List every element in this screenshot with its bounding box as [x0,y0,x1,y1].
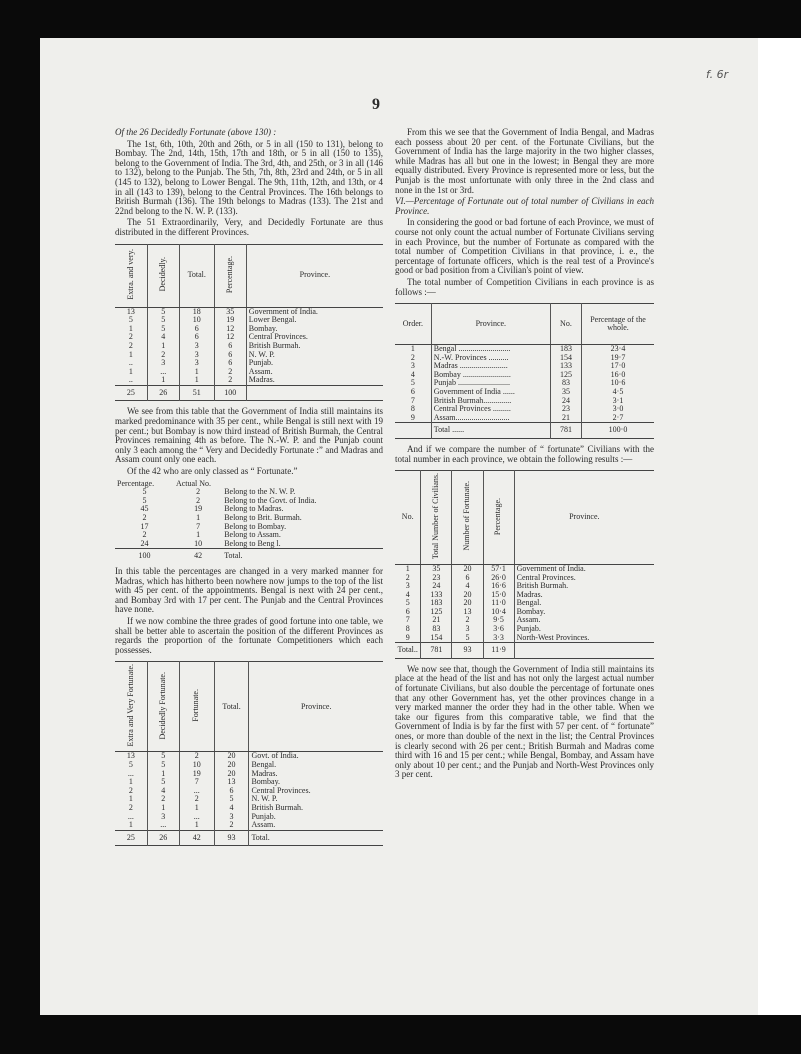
table-cell: 5 [115,316,147,325]
table-row [395,414,654,423]
table-cell: 3·1 [612,395,624,405]
table-cell: 125 [550,371,581,380]
table-cell: 51 [179,385,214,401]
table-cell: 24 [550,397,581,406]
table-cell: Assam........................... [431,414,550,423]
table-row [395,634,654,643]
column-header: No. [550,304,581,345]
table-cell: 42 [174,549,222,564]
table-cell: 781 [421,643,452,659]
table-cell: 57·1 [483,564,514,573]
table-cell: Govt. of India. [251,751,299,761]
table-total-row [395,423,654,439]
table-cell: Belong to Bombay. [224,521,287,531]
column-header: Province. [431,304,550,345]
table-cell: British Burmah. [248,340,301,350]
column-header: Order. [395,304,431,345]
section-heading-vi: VI.—Percentage of Fortunate out of total number of Civilians in each Province. [395,196,654,216]
table-cell: Total. [222,549,383,564]
table-cell [395,423,431,439]
table-cell: 1 [147,376,179,385]
table-cell: 5 [147,316,179,325]
table-cell: 1 [196,513,201,522]
table-cell: 4 [395,591,421,600]
table-cell: 17·0 [610,361,626,371]
table-cell: 133 [421,591,452,600]
column-header: Decidedly Fortunate. [147,662,179,752]
table-cell: Belong to Brit. Burmah. [224,513,302,522]
table-cell: 5 [452,634,483,643]
column-header: Total. [179,244,214,307]
table-cell: 2 [395,354,431,363]
table-cell: British Burmah. [251,802,304,812]
paragraph: We see from this table that the Government of India still maintains its marked predominance with 35 per cent., while Bengal is still next with 19 per cent.; but Bombay is now third instead of British Burmah, the Central Provinces remaining 4th as before. The N.-W. P. and the Punjab count only 3 each among the “ Very and Decidedly Fortunate :” and Madras and Assam count only one each. [115,406,383,465]
column-header: No. [395,471,421,565]
column-header: Province. [514,471,654,565]
table-cell: 13 [452,608,483,617]
table-cell: Government of India ...... [431,388,550,397]
paragraph: We now see that, though the Government of India still maintains its place at the head of the list and has not only the largest actual number of fortunate Civilians, but also double the percentage of fortunate ones that any other Government has, yet the other provinces change in a very marked manner the order they had in the other table. When we take our figures from this comparative table, we find that the Government of India is by far the first with 57 per cent. of “ fortunate” ones, or more than double of the next in the list; the Central Provinces is clearly second with 26 per cent.; British Burmah and Madras come third with 16 and 15 per cent.; while Bengal, Bombay, and Assam have only about 10 per cent.; and the Punjab and North-West Provinces only 3 per cent. [395,663,654,780]
table-cell [514,643,654,659]
table-cell: Punjab. [248,358,274,368]
table-cell: 9 [395,634,421,643]
table-cell: 1 [147,804,179,813]
table-cell: 35 [550,388,581,397]
table-cell: 1 [115,778,147,787]
table-cell: 21 [421,616,452,625]
table-cell: 2 [214,821,249,830]
table-cell: Belong to the Govt. of India. [224,495,317,505]
table-cell: 26 [147,385,179,401]
column-header: Percentage. [117,478,155,488]
table-cell: 8 [395,405,431,414]
table-cell: Madras ........................ [431,362,550,371]
table-cell: 26 [147,830,179,846]
table-cell: 2 [115,804,147,813]
paragraph: In considering the good or bad fortune of each Province, we must of course not only count the actual number of Fortunate Civilians serving in each Province, but the number of Fortunate as compared with the total number of Competition Civilians in that province, i. e., the percentage of fortunate officers, which is the real test of a Province's good or bad position from a Civilian's point of view. [395,217,654,276]
table-cell: 20 [214,752,249,761]
table-cell: 3·3 [483,634,514,643]
table-cell: Government of India. [248,306,318,316]
table-cell: N. W. P. [251,794,278,804]
table-cell: 3 [179,342,214,351]
table-cell: Punjab. [251,811,276,821]
table-cell: 24 [140,538,149,548]
table-cell: 16·0 [610,369,626,379]
folio-annotation: f. 6r [706,68,729,81]
table-cell: 1 [179,821,214,830]
table-body [115,752,383,846]
table-total-row [115,549,383,564]
table-cell: 6 [214,342,246,351]
table-cell: Bengal .......................... [431,345,550,354]
table-cell: 19 [194,504,203,514]
table-cell: 10 [179,761,214,770]
column-header: Total. [214,662,249,752]
table-cell: 1 [395,345,431,354]
table-row [115,787,383,796]
column-header: Percentage. [483,471,514,565]
table-cell: 154 [421,634,452,643]
table-cell: 6 [395,388,431,397]
table-cell: 4 [214,804,249,813]
table-cell: 25 [115,385,147,401]
table-cell: 2 [115,342,147,351]
table-cell: ... [147,821,179,830]
table-row [115,804,383,813]
table-cell: 100 [214,385,246,401]
right-column [395,128,654,782]
table-cell: 4·5 [612,387,624,397]
column-header: Province. [249,662,383,752]
percentage-fortunate-table [395,470,654,659]
column-header: Total Number of Civilians. [421,471,452,565]
table-total-row [115,385,383,401]
table-cell: 3·6 [483,625,514,634]
table-cell: .. [115,359,147,368]
table-cell: 20 [452,564,483,573]
table-cell: 133 [550,362,581,371]
table-cell: 2 [142,513,147,522]
table-cell: British Burmah. [516,581,569,591]
table-cell: 4 [147,333,179,342]
table-cell: 7 [395,397,431,406]
table-cell: 2 [115,333,147,342]
table-cell: 5 [214,795,249,804]
table-cell: 1 [147,770,179,779]
table-cell: 24 [421,582,452,591]
table-cell: 1 [179,368,214,377]
table-cell: 16·6 [483,582,514,591]
paragraph: The 1st, 6th, 10th, 20th and 26th, or 5 in all (150 to 131), belong to Bombay. The 2nd, 14th, 15th, 17th and 18th, or 5 in all (150 to 135), belong to the Government of India. The 3rd, 4th, and 25th, or 3 in all (146 to 132), belong to the Punjab. The 5th, 7th, 8th, 23rd and 24th, or 5 in all (145 to 132), belong to Lower Bengal. The 9th, 11th, 12th, and 13th, or 4 in all (143 to 139), belong to the Central Provinces. The 16th belongs to British Burmah (136). The 19th belongs to Madras (133). The 21st and 22nd belong to the N. W. P. (133). [115,138,383,216]
table-cell: 5 [395,599,421,608]
table-cell: 6 [395,608,421,617]
table-cell: 1 [115,795,147,804]
paragraph: Of the 42 who are only classed as “ Fortunate.” [127,466,298,477]
column-header: Extra and Very Fortunate. [115,662,147,752]
table-cell: 7 [179,778,214,787]
table-cell: 2 [115,787,147,796]
table-cell: 5 [147,307,179,316]
civilians-by-province-table [395,303,654,439]
table-cell: 3 [179,351,214,360]
table-cell: 6 [179,333,214,342]
table-cell: 13 [115,752,147,761]
table-cell: 3 [395,362,431,371]
table-cell: 25 [115,830,147,846]
table-row [115,540,383,549]
table-cell: Central Provinces ......... [431,405,550,414]
table-cell: N. W. P. [248,349,275,359]
table-cell: Assam. [251,820,276,830]
table-cell: 1 [147,342,179,351]
section-heading-decidedly: Of the 26 Decidedly Fortunate (above 130) : [115,127,277,137]
paragraph: The total number of Competition Civilians in each province is as follows :— [395,276,654,297]
table-cell: ... [115,813,147,822]
table-cell: 125 [421,608,452,617]
column-header: Decidedly. [147,244,179,307]
table-row [115,813,383,822]
fortunate-table [115,480,383,564]
table-cell: 7 [395,616,421,625]
table-row [115,795,383,804]
table-cell: 13 [115,307,147,316]
table-cell: 100·0 [581,423,654,439]
table-cell: 35 [214,307,246,316]
table-cell: 2 [179,795,214,804]
table-cell: Total. [249,830,383,846]
table-cell: 5 [142,495,147,505]
table-cell: Punjab .......................... [431,379,550,388]
column-header: Percentage of the whole. [581,304,654,345]
table-cell: 1 [115,821,147,830]
table-cell: Bombay. [248,323,278,333]
table-cell: 7 [196,521,201,531]
table-cell [246,385,383,401]
table-cell: 2 [179,752,214,761]
table-cell: 93 [214,830,249,846]
table-cell: Bombay ........................ [431,371,550,380]
table-cell: 15·0 [483,591,514,600]
table-cell: 1 [179,376,214,385]
table-cell: 100 [115,549,174,564]
table-cell: 2 [147,795,179,804]
table-cell: 42 [179,830,214,846]
table-cell: 23 [421,574,452,583]
table-cell: 18 [179,307,214,316]
table-cell: Total.. [395,643,421,659]
table-cell: 154 [550,354,581,363]
table-cell: Belong to Madras. [224,504,284,514]
table-cell: ... [147,368,179,377]
left-column [115,128,383,852]
table-cell: Madras. [251,768,278,778]
table-cell: 10 [179,316,214,325]
table-cell: 8 [395,625,421,634]
table-cell: 19·7 [610,352,626,362]
table-cell: N.-W. Provinces .......... [431,354,550,363]
table-cell: 35 [421,564,452,573]
table-cell: Belong to Beng l. [224,538,281,548]
table-row [115,761,383,770]
table-body [395,564,654,658]
column-header: Actual No. [175,478,212,488]
table-cell: 6 [214,787,249,796]
table-cell: 9·5 [483,616,514,625]
table-cell: 83 [550,379,581,388]
table-cell: 19 [179,770,214,779]
paragraph: From this we see that the Government of India Bengal, and Madras each possess about 20 per cent. of the Fortunate Civilians, but the Government of India has the large majority in the two higher classes, while Madras has all but one in the lowest; in Bengal they are more equally distributed. Every Province is represented more or less, but the Punjab is the most unfortunate with only three in the 2nd class and none in the 1st or 3rd. [395,127,654,195]
table-cell: 2 [452,616,483,625]
table-cell: 13 [214,778,249,787]
table-cell: 5 [147,325,179,334]
table-cell: 19 [214,316,246,325]
table-cell: 6 [214,359,246,368]
table-cell: 6 [452,574,483,583]
column-header: Fortunate. [179,662,214,752]
table-cell: 3 [395,582,421,591]
table-cell: Assam. [248,366,273,376]
column-header: Number of Fortunate. [452,471,483,565]
table-cell: 93 [452,643,483,659]
table-cell: 5 [147,752,179,761]
table-cell: 23·4 [610,344,626,354]
column-header: Percentage. [214,244,246,307]
paragraph: And if we compare the number of “ fortunate” Civilians with the total number in each province, we obtain the following results :— [395,444,654,464]
table-cell: 2 [395,574,421,583]
table-cell: 2 [147,351,179,360]
table-cell: 5 [115,761,147,770]
table-cell: 23 [550,405,581,414]
table-cell: 11·9 [483,643,514,659]
table-cell: 3 [452,625,483,634]
table-cell: 1 [115,368,147,377]
table-cell: Belong to Assam. [224,530,281,540]
table-cell: 183 [421,599,452,608]
table-cell: 3 [147,813,179,822]
table-cell: 2 [196,487,201,497]
table-cell: Lower Bengal. [248,315,297,325]
table-cell: 45 [140,504,149,514]
table-cell: 4 [395,371,431,380]
table-cell: 26·0 [483,574,514,583]
table-cell: 83 [421,625,452,634]
table-cell: 20 [214,770,249,779]
table-cell: 781 [550,423,581,439]
combined-table [115,661,383,846]
table-cell: ... [179,813,214,822]
table-cell: 5 [147,778,179,787]
table-cell: Central Provinces. [248,332,308,342]
table-row [115,778,383,787]
table-cell: 2 [196,495,201,505]
table-cell: 5 [142,487,147,497]
column-header: Extra. and very. [115,244,147,307]
table-cell: ... [115,770,147,779]
table-cell: 2·7 [612,412,624,422]
table-cell: 1 [179,804,214,813]
table-cell: 6 [179,325,214,334]
table-cell: ... [179,787,214,796]
table-cell: Madras. [248,375,275,385]
table-cell: .. [115,376,147,385]
table-row [115,752,383,761]
table-cell: Bombay. [251,777,281,787]
distribution-table [115,244,383,402]
page-number: 9 [372,96,380,113]
table-cell: Punjab. [516,624,541,634]
table-cell: 10 [194,538,203,548]
table-cell: 183 [550,345,581,354]
table-cell: Government of India. [516,563,586,573]
table-cell: 3 [214,813,249,822]
table-cell: 2 [214,368,246,377]
table-cell: Bengal. [251,760,277,769]
table-cell: 12 [214,333,246,342]
table-cell: 10·4 [483,608,514,617]
table-cell: 3 [179,359,214,368]
table-cell: 1 [395,564,421,573]
table-cell: 2 [142,530,147,540]
table-cell: 17 [140,521,149,531]
table-cell: 1 [196,530,201,540]
table-cell: North-West Provinces. [516,632,590,642]
table-row [115,821,383,830]
table-total-row [115,830,383,846]
table-cell: Central Provinces. [251,785,311,795]
table-body [115,488,383,564]
table-cell: 12 [214,325,246,334]
table-cell: Total ...... [431,423,550,439]
table-cell: 4 [147,787,179,796]
table-cell: 20 [214,761,249,770]
table-cell: Assam. [516,615,541,625]
paragraph: The 51 Extraordinarily, Very, and Decidedly Fortunate are thus distributed in the different Provinces. [115,217,383,237]
paragraph: If we now combine the three grades of good fortune into one table, we shall be better able to ascertain the position of the different Provinces as regards the proportion of the fortunate Competitioners which each possesses. [115,615,383,655]
table-cell: 4 [452,582,483,591]
table-row [115,770,383,779]
table-cell: 10·6 [610,378,626,388]
table-cell: 5 [147,761,179,770]
table-cell: 1 [115,351,147,360]
table-cell: 20 [452,599,483,608]
table-cell: 2 [214,376,246,385]
table-cell: 20 [452,591,483,600]
paragraph: In this table the percentages are changed in a very marked manner for Madras, which has hitherto been nowhere now jumps to the top of the list with 45 per cent. of the appointments. Bengal is next with 24 per cent., and Bombay 3rd with 17 per cent. The Punjab and the Central Provinces have none. [115,565,383,615]
table-cell: Bombay. [516,606,546,616]
table-cell: Belong to the N. W. P. [224,487,296,497]
table-cell: 3·0 [612,404,624,414]
table-cell: Madras. [516,589,543,599]
table-cell: 11·0 [483,599,514,608]
table-cell: 1 [115,325,147,334]
table-cell: Central Provinces. [516,572,576,582]
page-margin-strip [758,38,801,1015]
table-body [115,307,383,401]
table-cell: British Burmah.............. [431,397,550,406]
table-cell: 3 [147,359,179,368]
table-cell: 9 [395,414,431,423]
table-cell: 21 [550,414,581,423]
table-row [115,376,383,385]
table-body [395,345,654,439]
table-cell: 5 [395,379,431,388]
table-cell: 6 [214,351,246,360]
table-total-row [395,643,654,659]
table-cell: Bengal. [516,598,542,608]
column-header: Province. [246,244,383,307]
